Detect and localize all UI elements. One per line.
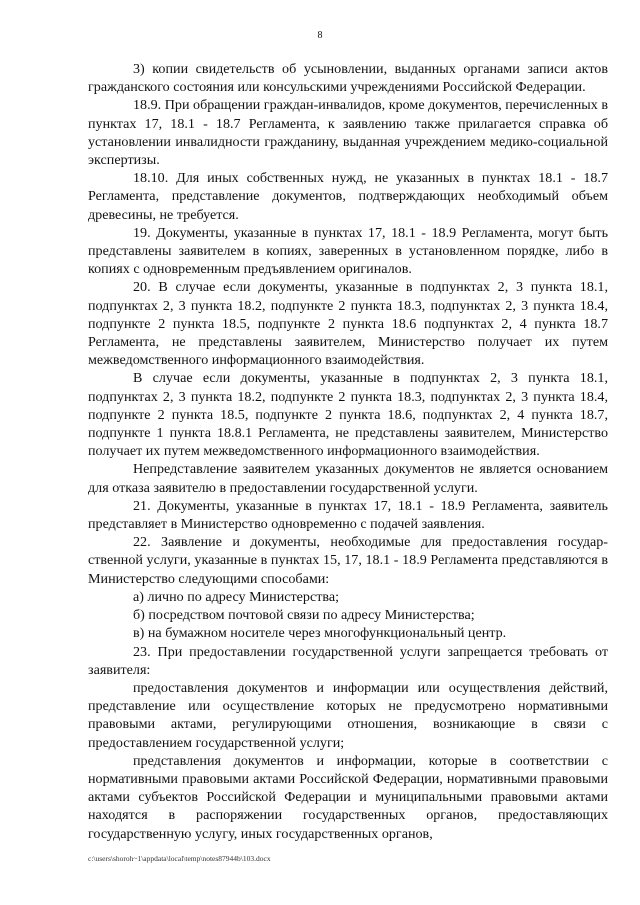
paragraph-23-second: представления документов и информации, которые в соответствии с нормативными правовыми актами Российской Федерации, нормативными правовыми актами субъектов Российской Федерации и муниципальными правовыми актами находятся в распоряжении государственных органов, предоставляющих государственную услугу, иных государственных органов,: [88, 752, 608, 842]
paragraph-22: 22. Заявление и документы, необходимые для предоставления государ-ственной услуги, указанные в пунктах 15, 17, 18.1 - 18.9 Регламента представляются в Министерство следующими способами:: [88, 534, 608, 587]
footer-file-path: c:\users\shoroh~1\appdata\local\temp\notes87944b\103.docx: [88, 854, 271, 863]
list-item-b: б) посредством почтовой связи по адресу Министерства;: [133, 607, 475, 624]
list-item-a: а) лично по адресу Министерства;: [133, 588, 340, 605]
list-item-c: в) на бумажном носителе через многофункциональный центр.: [133, 625, 507, 642]
paragraph-21: 21. Документы, указанные в пунктах 17, 18.1 - 18.9 Регламента, заявитель представляет в Министерство одновременно с подачей заявления.: [88, 497, 608, 533]
document-body: [88, 60, 608, 843]
page-number: 8: [317, 30, 323, 41]
paragraph-non-submission: Непредставление заявителем указанных документов не является основанием для отказа заявителю в предоставлении государственной услуги.: [88, 461, 608, 496]
paragraph-19: 19. Документы, указанные в пунктах 17, 18.1 - 18.9 Регламента, могут быть представлены заявителем в копиях, заверенных в установленном порядке, либо в копиях с одновременным предъявлением оригиналов.: [88, 224, 608, 278]
paragraph-18-9: 18.9. При обращении граждан-инвалидов, кроме документов, перечисленных в пунктах 17, 18.1 - 18.7 Регламента, к заявлению также прилагается справка об установлении инвалидности гражданину, выданная учреждением медико-социальной экспертизы.: [88, 97, 608, 169]
paragraph-23-first: предоставления документов и информации или осуществления действий, представление или осуществление которых не предусмотрено нормативными правовыми актами, регулирующими отношения, возникающие в связи с предоставлением государственной услуги;: [88, 679, 608, 751]
paragraph-18-10: 18.10. Для иных собственных нужд, не указанных в пунктах 18.1 - 18.7 Регламента, представление документов, подтверждающих необходимый объем древесины, не требуется.: [88, 170, 608, 223]
paragraph-20-case: В случае если документы, указанные в подпунктах 2, 3 пункта 18.1, подпунктах 2, 3 пункта 18.2, подпункте 2 пункта 18.3, подпунктах 2, 3 пункта 18.4, подпункте 2 пункта 18.5, подпункте 2 пункта 18.6, подпунктах 2, 4 пункта 18.7, подпункте 1 пункта 18.8.1 Регламента, не представлены заявителем, Министерство получает их путем межведомственного информационного взаимодействия.: [88, 370, 608, 460]
paragraph-copies-adoption: 3) копии свидетельств об усыновлении, выданных органами записи актов гражданского состояния или консульскими учреждениями Российской Федерации.: [88, 61, 608, 96]
paragraph-23: 23. При предоставлении государственной услуги запрещается требовать от заявителя:: [88, 643, 608, 678]
paragraph-20: 20. В случае если документы, указанные в подпунктах 2, 3 пункта 18.1, подпунктах 2, 3 пункта 18.2, подпункте 2 пункта 18.3, подпунктах 2, 3 пункта 18.4, подпункте 2 пункта 18.5, подпункте 2 пункта 18.6 подпунктах 2, 4 пункта 18.7 Регламента, не представлены заявителем, Министерство получает их путем межведомственного информационного взаимодействия.: [88, 279, 608, 369]
